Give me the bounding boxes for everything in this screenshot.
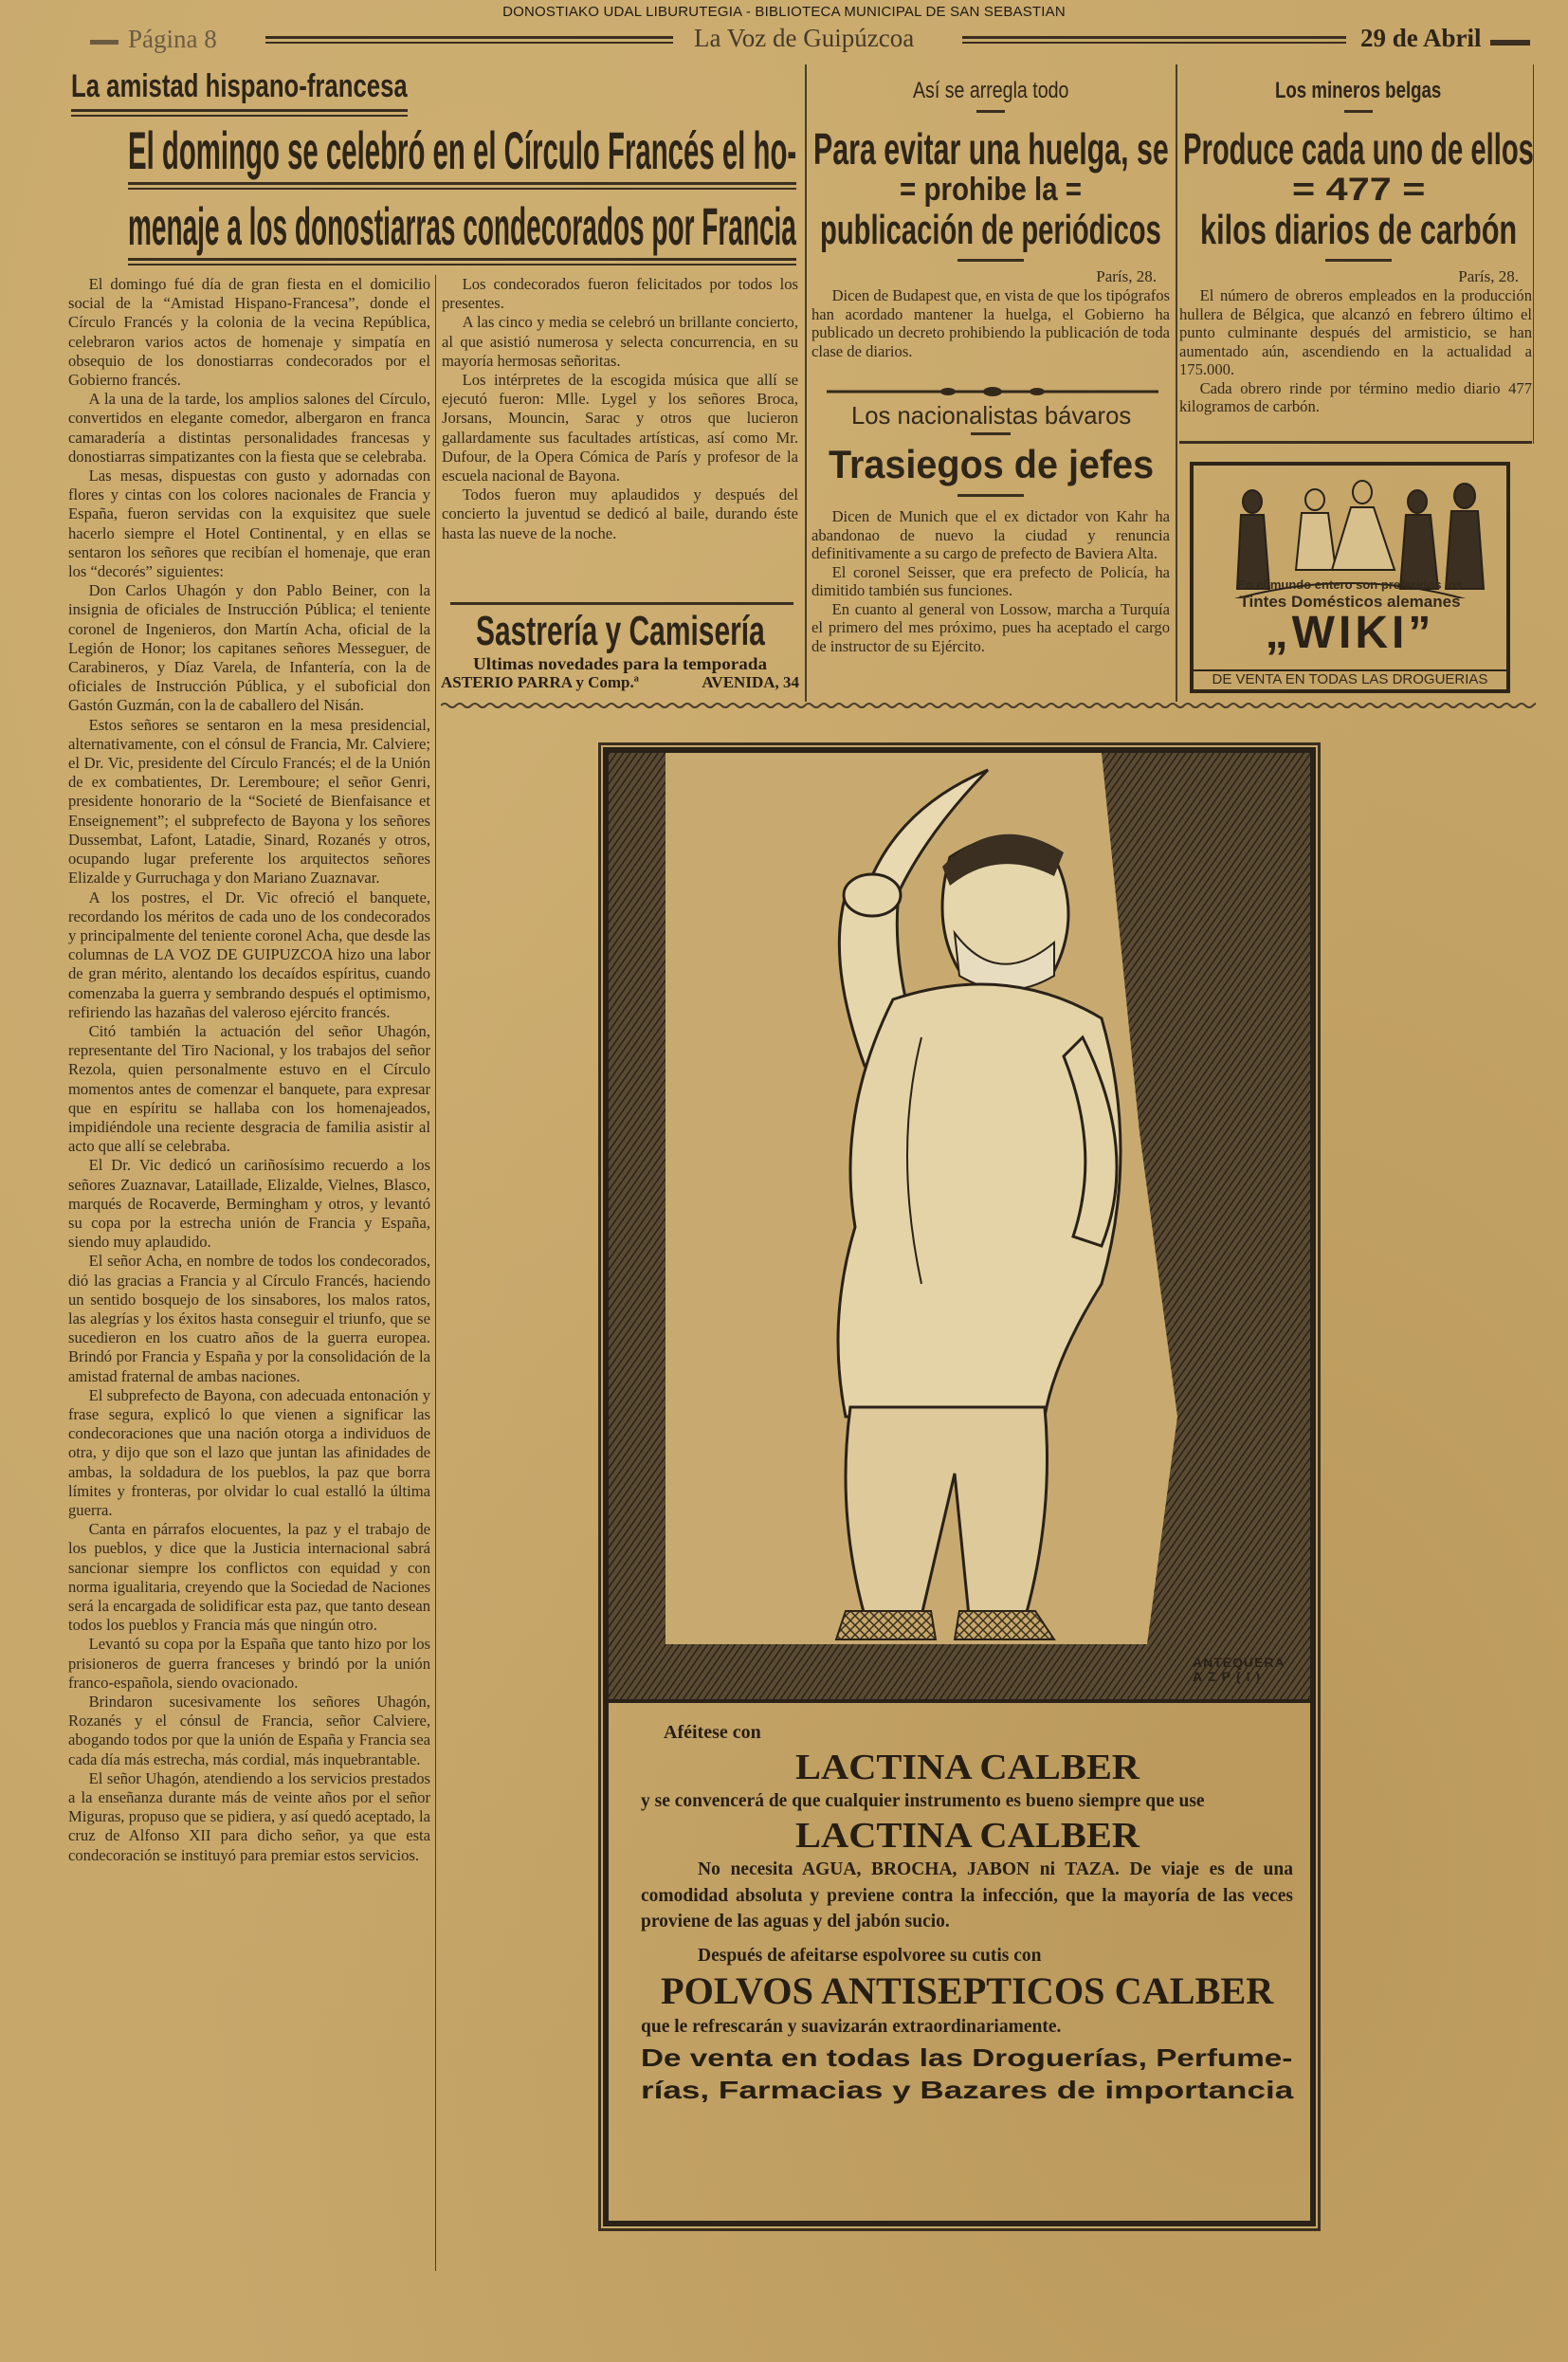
issue-date: 29 de Abril (1360, 24, 1482, 52)
headline-line: = 477 = (1291, 172, 1425, 208)
masthead-mark (90, 40, 119, 45)
paragraph: A las cinco y media se celebró un brillante concierto, al que asistió numerosa y selecta concurrencia, en su mayoría hermosas señoritas. (442, 313, 798, 370)
sastreria-ad (441, 609, 799, 692)
ad-footer (441, 673, 799, 692)
sales-line: rías, Farmacias y Bazares de importancia (641, 2075, 1294, 2104)
ad-intro: Aféitese con (664, 1722, 761, 1743)
paragraph: El Dr. Vic dedicó un cariñosísimo recuerdo a los señores Zuaznavar, Lataillade, Elizalde, Vielnes, Blasco, marqués de Rocaverde, Bermingham y otros, y levantó su copa por la estrecha unión de Francia y España, siendo muy aplaudido. (68, 1156, 430, 1252)
ad-separator (450, 602, 793, 605)
headline-rule (957, 494, 1024, 497)
wiki-slogan-line: Tintes Domésticos alemanes (1239, 593, 1461, 611)
article-amistad-headline (128, 121, 796, 265)
paragraph: Todos fueron muy aplaudidos y después del concierto la juventud se dedicó al baile, durando éste hasta las nueve de la noche. (442, 485, 798, 542)
newspaper-title: La Voz de Guipúzcoa (694, 24, 915, 52)
paragraph: Las mesas, dispuestas con gusto y adornadas con flores y cintas con los colores nacionales de Francia y España, fueron servidas con la exquisitez que suele hacerlo siempre el Hotel Continental, y en ellas se sentaron los señores que recibían el homenaje, que eran los “decorés” siguientes: (68, 467, 430, 581)
ad-text: y se convencerá de que cualquier instrumento es bueno siempre que use (641, 1791, 1205, 1811)
artist-signature (1193, 1656, 1285, 1684)
paragraph: El número de obreros empleados en la producción hullera de Bélgica, que alcanzó en febrero último el punto culminante después del armisticio, se han aumentado aún, ascendiendo en la actualidad a 175.000. (1179, 286, 1532, 378)
paragraph: En cuanto al general von Lossow, marcha a Turquía el primero del mes próximo, pues ha aceptado el cargo de instructor de su Ejército. (811, 599, 1170, 655)
article-amistad-kicker-box (71, 68, 412, 117)
kicker-rule (1344, 110, 1373, 113)
headline-line: menaje a los donostiarras condecorados por Francia (128, 196, 796, 256)
man-with-razor-illustration (609, 753, 1310, 1701)
paragraph: Levantó su copa por la España que tanto hizo por los prisioneros de guerra franceses y brindó por la unión franco-española, siendo ovacionado. (68, 1635, 430, 1692)
artist-signature-line: AZP(I) (1193, 1669, 1267, 1684)
paragraph: Citó también la actuación del señor Uhagón, representante del Tiro Nacional, y los trabajos del señor Rezola, quien personalmente estuvo en el Círculo momentos antes de comenzar el banquete, para expresar que en espíritu se hallaba con los homenajeados, impidiéndole una reciente desgracia de familia asistir al acto que allí se celebraba. (68, 1021, 430, 1156)
paragraph: A la una de la tarde, los amplios salones del Círculo, convertidos en elegante comedor, albergaron en franca camaradería a distintas personalidades francesas y donostiarras simpatizantes con la fiesta que se celebraba. (68, 390, 430, 466)
paragraph: Los intérpretes de la escogida música que allí se ejecutó fueron: Mlle. Lygel y los señores Broca, Jorsans, Mouncin, Sarac y otros que lucieron gallardamente sus facultades artísticas, así como Mr. Dufour, de la Opera Cómica de París y profesor de la escuela nacional de Bayona. (442, 371, 798, 485)
headline-rule (957, 259, 1024, 262)
article-mineros-header (1180, 78, 1536, 262)
headline-line: publicación de periódicos (820, 207, 1161, 253)
article-bavaros-body (811, 507, 1170, 697)
paragraph: Los condecorados fueron felicitados por todos los presentes. (442, 275, 798, 313)
headline-line: = prohibe la = (900, 172, 1083, 208)
article-amistad-body-continued (442, 275, 798, 597)
archive-banner: DONOSTIAKO UDAL LIBURUTEGIA - BIBLIOTECA MUNICIPAL DE SAN SEBASTIAN (502, 4, 1066, 20)
ad-address: AVENIDA, 34 (702, 673, 799, 691)
sales-line: De venta en todas las Droguerías, Perfume- (641, 2042, 1293, 2072)
masthead-rule-right (962, 36, 1346, 44)
paragraph: Canta en párrafos elocuentes, la paz y el trabajo de los pueblos, y dice que la Justicia internacional sabrá sancionar siempre los conflictos con equidad y con norma igualitaria, creyendo que la Sociedad de Naciones será la encargada de solidificar esta paz, que tanto desean todos los pueblos y Francia más que ningún otro. (68, 1520, 430, 1635)
headline-line: Para evitar una huelga, se (812, 124, 1169, 174)
column-divider (435, 275, 436, 2271)
wiki-slogan (1194, 577, 1506, 612)
dateline: París, 28. (1096, 267, 1157, 285)
article-headline: Trasiegos de jefes (828, 442, 1154, 486)
paragraph: Dicen de Budapest que, en vista de que los tipógrafos han acordado mantener la huelga, el Gobierno ha publicado un decreto prohibiendo la publicación de toda clase de diarios. (811, 286, 1170, 360)
paragraph: El señor Acha, en nombre de todos los condecorados, dió las gracias a Francia y al Círculo Francés, haciendo un sentido bosquejo de los sinsabores, los malos ratos, las alegrías y los éxitos hasta conseguir el triunfo, que se sucedieron en los cuatro años de la guerra europea. Brindó por Francia y España y por la consolidación de la amistad fraternal de ambas naciones. (68, 1252, 430, 1385)
headline-line: Produce cada uno de ellos (1182, 124, 1534, 174)
artist-signature-line: ANTEQUERA (1193, 1655, 1285, 1670)
article-kicker: Los mineros belgas (1275, 78, 1442, 103)
ad-company: ASTERIO PARRA y Comp.ª (441, 673, 639, 691)
headline-rule (128, 258, 796, 265)
article-amistad-body (68, 275, 430, 2276)
article-kicker: La amistad hispano-francesa (71, 68, 408, 104)
headline-line: El domingo se celebró en el Círculo Francés el ho- (128, 120, 797, 180)
paragraph: El coronel Seisser, que era prefecto de Policía, ha dimitido también sus funciones. (811, 562, 1170, 599)
ad-panel-border (609, 1699, 1310, 1703)
ad-text: No necesita AGUA, BROCHA, JABON ni TAZA. De viaje es de una comodidad absoluta y previene contra la infección, que la mayoría de las veces proviene de las aguas y del jabón sucio. (641, 1859, 1293, 1932)
dateline: París, 28. (1458, 267, 1519, 285)
wiki-footer: DE VENTA EN TODAS LAS DROGUERIAS (1194, 669, 1506, 687)
product-name: LACTINA CALBER (794, 1816, 1140, 1856)
paragraph: Don Carlos Uhagón y don Pablo Beiner, con la insignia de oficiales de Instrucción Pública; el teniente coronel de Ingenieros, don Martín Acha, oficial de la Legión de Honor; los capitanes señores Messeguer, de Carabineros, y Díaz Varela, de Infantería, con la de oficiales de Instrucción Pública, y el suboficial don Gastón Guzmán, con la de caballero del Nisán. (68, 581, 430, 715)
wiki-dye-ad (1190, 462, 1510, 693)
headline-rule (1325, 259, 1392, 262)
product-name: POLVOS ANTISEPTICOS CALBER (661, 1968, 1274, 2012)
ornamental-divider (827, 385, 1158, 398)
article-huelga-header (811, 78, 1171, 262)
calber-ad-copy (641, 1718, 1293, 2106)
wiki-slogan-line: En el mundo entero son preferidos los (1237, 577, 1463, 592)
ad-text: que le refrescarán y suavizarán extraordinariamente. (641, 2016, 1062, 2037)
column-divider (1176, 64, 1177, 702)
ad-subtitle: Ultimas novedades para la temporada (473, 654, 767, 673)
paragraph: Brindaron sucesivamente los señores Uhagón, Rozanés y el cónsul de Francia, señor Calviere, abogando todos por que la unión de España y Francia sea cada día más estrecha, más cordial, más inquebrantable. (68, 1693, 430, 1768)
section-rule (1179, 441, 1532, 444)
wavy-divider (441, 700, 1536, 711)
product-name: LACTINA CALBER (794, 1748, 1140, 1787)
paragraph: Dicen de Munich que el ex dictador von Kahr ha abandonao de nuevo la ciudad y renuncia definitivamente a su cargo de prefecto de Baviera Alta. (811, 507, 1170, 562)
paragraph: El domingo fué día de gran fiesta en el domicilio social de la “Amistad Hispano-Francesa”, donde el Círculo Francés y la colonia de la vecina República, celebraron varios actos de homenaje y simpatía en obsequio de los donostiarras condecorados por el Gobierno francés. (68, 275, 430, 390)
kicker-rule (971, 432, 1011, 435)
paragraph: El señor Uhagón, atendiendo a los servicios prestados a la enseñanza durante más de veinte años por el señor Miguras, propuso que se pidiera, y así quedó aceptado, la cruz de Alfonso XII para dicho señor, ya que esta condecoración se instituyó para premiar estos servicios. (68, 1768, 430, 1864)
column-divider (805, 64, 807, 702)
masthead-rule-left (265, 36, 673, 44)
headline-rule (128, 182, 796, 190)
wiki-brand-logo: „WIKI” (1265, 608, 1435, 658)
kicker-rule (976, 110, 1005, 113)
article-bavaros-header (811, 400, 1171, 497)
article-mineros-body (1179, 267, 1532, 424)
kicker-underline (71, 109, 408, 117)
article-kicker: Así se arregla todo (913, 78, 1069, 103)
paragraph: Cada obrero rinde por término medio diario 477 kilogramos de carbón. (1179, 378, 1532, 415)
masthead-mark (1490, 40, 1530, 46)
paragraph: El subprefecto de Bayona, con adecuada entonación y frase segura, explicó lo que vienen a significar las condecoraciones que una nación otorga a individuos de otra, y dijo que son el lazo que juntan las afinidades de ambas, la soldadura de los pueblos, la paz que borra límites y fronteras, por olvidar lo cual estalló la última guerra. (68, 1385, 430, 1519)
paragraph: Estos señores se sentaron en la mesa presidencial, alternativamente, con el cónsul de Francia, Mr. Calviere; el Dr. Vic, presidente del Círculo Francés; el de la Unión de ex combatientes, Dr. Leremboure; el señor Genri, presidente honorario de la “Societé de Bienfaisance et Enseignement”; el subprefecto de Bayona y los señores Dussembat, Lafont, Latadie, Sinard, Rozanés y otros, ocupando lugar preferente los arquitectos señores Elizalde y Gurruchaga y don Mariano Zuaznavar. (68, 715, 430, 888)
article-kicker: Los nacionalistas bávaros (850, 401, 1131, 430)
page-number: Página 8 (128, 25, 217, 53)
article-huelga-body (811, 267, 1170, 381)
ad-text: Después de afeitarse espolvoree su cutis con (698, 1945, 1042, 1966)
paragraph: A los postres, el Dr. Vic ofreció el banquete, recordando los méritos de cada uno de los condecorados y principalmente del teniente coronel Acha, que desde las columnas de LA VOZ DE GUIPUZCOA hizo una labor de gran mérito, alentando los decaídos espíritus, cuando comenzaba la guerra y sembrando después el optimismo, refiriendo las hazañas del valeroso ejército francés. (68, 888, 430, 1021)
calber-ad (603, 747, 1316, 2226)
ad-title: Sastrería y Camisería (475, 608, 765, 654)
headline-line: kilos diarios de carbón (1199, 207, 1517, 253)
